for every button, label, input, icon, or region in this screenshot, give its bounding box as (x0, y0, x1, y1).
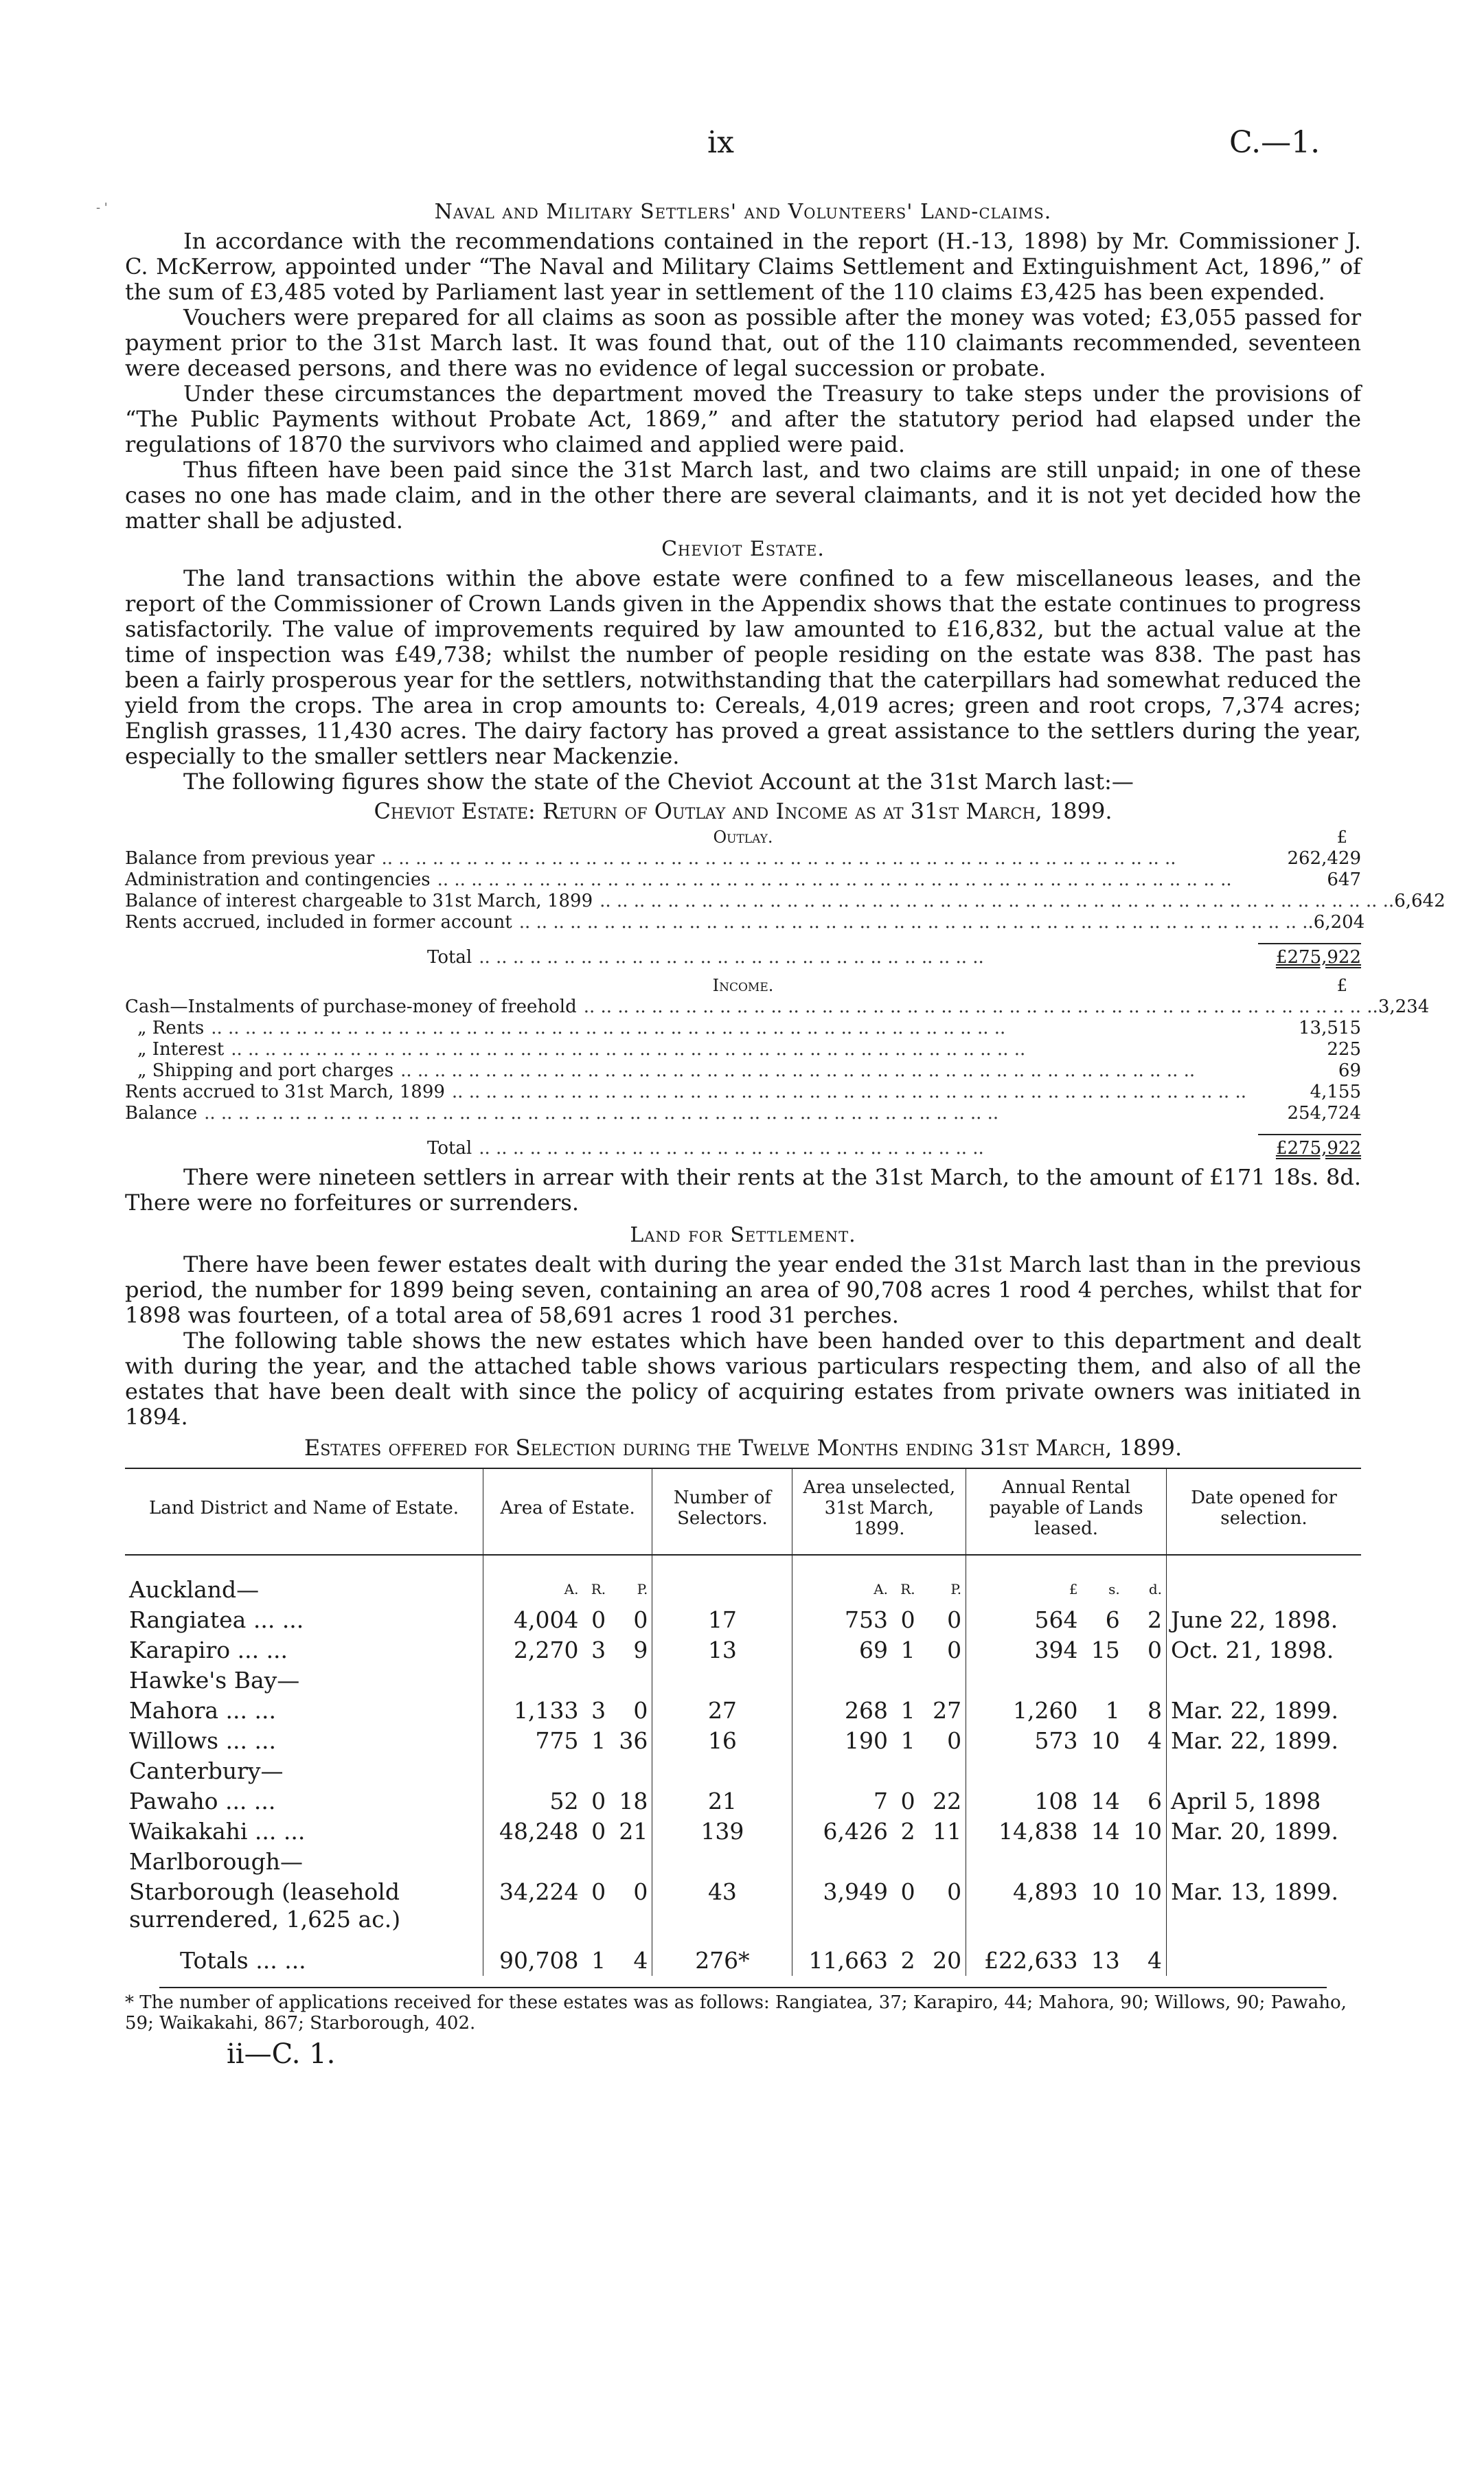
account-title: Cheviot Estate: Return of Outlay and Income as at 31st March, 1899. (374, 798, 1112, 824)
table-row: Rangiatea ... ... 4,004 0 0 17 753 0 0 564 6 2 June 22, 1898. (125, 1605, 1361, 1635)
account-row: „ Rents .. .. .. .. .. .. .. .. .. .. .. .. .. .. .. .. .. .. .. .. .. .. .. .. .. .. .. .. .. .. .. .. .. .. .. .. .. .. .. .. .. .. .. .. .. .. .. 13,515 (137, 1018, 1361, 1038)
account-row: Balance .. .. .. .. .. .. .. .. .. .. .. .. .. .. .. .. .. .. .. .. .. .. .. .. .. .. .. .. .. .. .. .. .. .. .. .. .. .. .. .. .. .. .. .. .. .. .. 254,724 (125, 1103, 1361, 1124)
table-row: Willows ... ... 775 1 36 16 190 1 0 573 10 4 Mar. 22, 1899. (125, 1726, 1361, 1756)
paragraph: There were nineteen settlers in arrear with their rents at the 31st March, to the amount of £171 18s. 8d. There were no forfeitures or surrenders. (125, 1164, 1361, 1216)
header-name: Land District and Name of Estate. (125, 1468, 483, 1555)
margin-mark: - ' (96, 201, 108, 215)
estates-table (125, 1468, 1361, 1976)
paragraph: There have been fewer estates dealt with during the year ended the 31st March last than in the previous period, the number for 1899 being seven, containing an area of 90,708 acres 1 rood 4 perches, whilst that for 1898 was fourteen, of a total area of 58,691 acres 1 rood 31 perches. (125, 1251, 1361, 1328)
paragraph: Thus fifteen have been paid since the 31st March last, and two claims are still unpaid; in one of these cases no one has made claim, and in the other there are several claimants, and it is not yet decided how the matter shall be adjusted. (125, 457, 1361, 534)
currency-symbol: £ (1336, 976, 1347, 995)
table-row: Pawaho ... ... 52 0 18 21 7 0 22 108 14 6 April 5, 1898 (125, 1786, 1361, 1817)
account-row: Balance of interest chargeable to 31st March, 1899 .. .. .. .. .. .. .. .. .. .. .. .. .. .. .. .. .. .. .. .. .. .. .. .. .. .. .. .. .. .. .. .. .. .. .. .. .. .. .. .. .. .. .. .. .. .. .. 6,642 (125, 891, 1446, 911)
table-row: Mahora ... ... 1,133 3 0 27 268 1 27 1,260 1 8 Mar. 22, 1899. (125, 1696, 1361, 1726)
header-unselected: Area unselected, 31st March, 1899. (792, 1468, 966, 1555)
document-body (125, 196, 1446, 2070)
table-row: Waikakahi ... ... 48,248 0 21 139 6,426 2 11 14,838 14 10 Mar. 20, 1899. (125, 1817, 1361, 1847)
district-label: Auckland— (129, 1576, 260, 1603)
district-row: Canterbury— (125, 1756, 1361, 1786)
paragraph: Vouchers were prepared for all claims as soon as possible after the money was voted; £3,055 passed for payment prior to the 31st March last. It was found that, out of the 110 claimants recommended, seventeen were deceased persons, and there was no evidence of legal succession or probate. (125, 304, 1361, 381)
table-header-row (125, 1468, 1361, 1555)
page-number: ix (707, 125, 734, 160)
table-row: Karapiro ... ... 2,270 3 9 13 69 1 0 394 15 0 Oct. 21, 1898. (125, 1635, 1361, 1665)
paragraph: The following table shows the new estates which have been handed over to this department and dealt with during the year, and the attached table shows various particulars respecting them, and also of all the estates that have been dealt with since the policy of acquiring estates from private owners was initiated in 1894. (125, 1328, 1361, 1430)
section-title-land-claims: Naval and Military Settlers' and Volunteers' Land-claims. (434, 200, 1052, 224)
section-title-land-settlement: Land for Settlement. (630, 1223, 856, 1247)
header-selectors: Number of Selectors. (652, 1468, 792, 1555)
header-rental: Annual Rental payable of Lands leased. (966, 1468, 1167, 1555)
account-row: Administration and contingencies .. .. .. .. .. .. .. .. .. .. .. .. .. .. .. .. .. .. .. .. .. .. .. .. .. .. .. .. .. .. .. .. .. .. .. .. .. .. .. .. .. .. .. .. .. .. .. 647 (125, 869, 1361, 890)
table-row: Starborough (leasehold surrendered, 1,625 ac.) 34,224 0 0 43 3,949 0 0 4,893 10 10 Mar. 13, 1899. (125, 1877, 1361, 1935)
subtotal-rule (1258, 1134, 1361, 1135)
account-row: Balance from previous year .. .. .. .. .. .. .. .. .. .. .. .. .. .. .. .. .. .. .. .. .. .. .. .. .. .. .. .. .. .. .. .. .. .. .. .. .. .. .. .. .. .. .. .. .. .. .. 262,429 (125, 848, 1361, 869)
subtotal-rule (1258, 943, 1361, 944)
footnote-rule (159, 1987, 1327, 1988)
header-area: Area of Estate. (483, 1468, 652, 1555)
account-row: „ Shipping and port charges .. .. .. .. .. .. .. .. .. .. .. .. .. .. .. .. .. .. .. .. .. .. .. .. .. .. .. .. .. .. .. .. .. .. .. .. .. .. .. .. .. .. .. .. .. .. .. 69 (137, 1060, 1361, 1081)
cheviot-account (125, 827, 1446, 1159)
account-row: Cash—Instalments of purchase-money of freehold .. .. .. .. .. .. .. .. .. .. .. .. .. .. .. .. .. .. .. .. .. .. .. .. .. .. .. .. .. .. .. .. .. .. .. .. .. .. .. .. .. .. .. .. .. .. .. 3,234 (125, 997, 1430, 1017)
signature-mark: ii—C. 1. (227, 2038, 336, 2070)
outlay-total-row: Total .. .. .. .. .. .. .. .. .. .. .. .. .. .. .. .. .. .. .. .. .. .. .. .. .. .. .. .. .. .. £275,922 (427, 947, 1361, 968)
document-code: C.—1. (1229, 125, 1321, 160)
income-heading: Income. £ (712, 976, 1347, 995)
paragraph: The land transactions within the above estate were confined to a few miscellaneous leases, and the report of the Commissioner of Crown Lands given in the Appendix shows that the estate continues to progress satisfactorily. The value of improvements required by law amounted to £16,832, but the actual value at the time of inspection was £49,738; whilst the number of people residing on the estate was 838. The past has been a fairly prosperous year for the settlers, notwithstanding that the caterpillars had somewhat reduced the yield from the crops. The area in crop amounts to: Cereals, 4,019 acres; green and root crops, 7,374 acres; English grasses, 11,430 acres. The dairy factory has proved a great assistance to the settlers during the year, especially to the smaller settlers near Mackenzie. (125, 565, 1361, 769)
paragraph: The following figures show the state of the Cheviot Account at the 31st March last:— (183, 768, 1134, 795)
header-date: Date opened for selection. (1167, 1468, 1362, 1555)
footnote: * The number of applications received for these estates was as follows: Rangiatea, 37; Karapiro, 44; Mahora, 90; Willows, 90; Pawaho, 59; Waikakahi, 867; Starborough, 402. (125, 1992, 1347, 2034)
paragraph: Under these circumstances the department moved the Treasury to take steps under the provisions of “The Public Payments without Probate Act, 1869,” and after the statutory period had elapsed under the regulations of 1870 the survivors who claimed and applied were paid. (125, 380, 1361, 457)
outlay-heading: Outlay. £ (713, 828, 1347, 847)
estates-table-title: Estates offered for Selection during the Twelve Months ending 31st March, 1899. (304, 1435, 1183, 1461)
district-row: Hawke's Bay— (125, 1665, 1361, 1696)
currency-symbol: £ (1336, 828, 1347, 847)
units-row: Auckland— A. R. P. A. R. P. £ s. d. (125, 1555, 1361, 1605)
district-row: Marlborough— (125, 1847, 1361, 1877)
account-row: Rents accrued, included in former account .. .. .. .. .. .. .. .. .. .. .. .. .. .. .. .. .. .. .. .. .. .. .. .. .. .. .. .. .. .. .. .. .. .. .. .. .. .. .. .. .. .. .. .. .. .. .. 6,204 (125, 912, 1365, 933)
section-title-cheviot: Cheviot Estate. (661, 537, 825, 561)
account-row: Rents accrued to 31st March, 1899 .. .. .. .. .. .. .. .. .. .. .. .. .. .. .. .. .. .. .. .. .. .. .. .. .. .. .. .. .. .. .. .. .. .. .. .. .. .. .. .. .. .. .. .. .. .. .. 4,155 (125, 1082, 1361, 1102)
account-row: „ Interest .. .. .. .. .. .. .. .. .. .. .. .. .. .. .. .. .. .. .. .. .. .. .. .. .. .. .. .. .. .. .. .. .. .. .. .. .. .. .. .. .. .. .. .. .. .. .. 225 (137, 1039, 1361, 1060)
income-total-row: Total .. .. .. .. .. .. .. .. .. .. .. .. .. .. .. .. .. .. .. .. .. .. .. .. .. .. .. .. .. .. £275,922 (427, 1138, 1361, 1159)
totals-row: Totals ... ... 90,708 1 4 276* 11,663 2 20 £22,633 13 4 (125, 1935, 1361, 1976)
paragraph: In accordance with the recommendations contained in the report (H.-13, 1898) by Mr. Commissioner J. C. McKerrow, appointed under “The Naval and Military Claims Settlement and Extinguishment Act, 1896,” of the sum of £3,485 voted by Parliament last year in settlement of the 110 claims £3,425 has been expended. (125, 228, 1361, 305)
